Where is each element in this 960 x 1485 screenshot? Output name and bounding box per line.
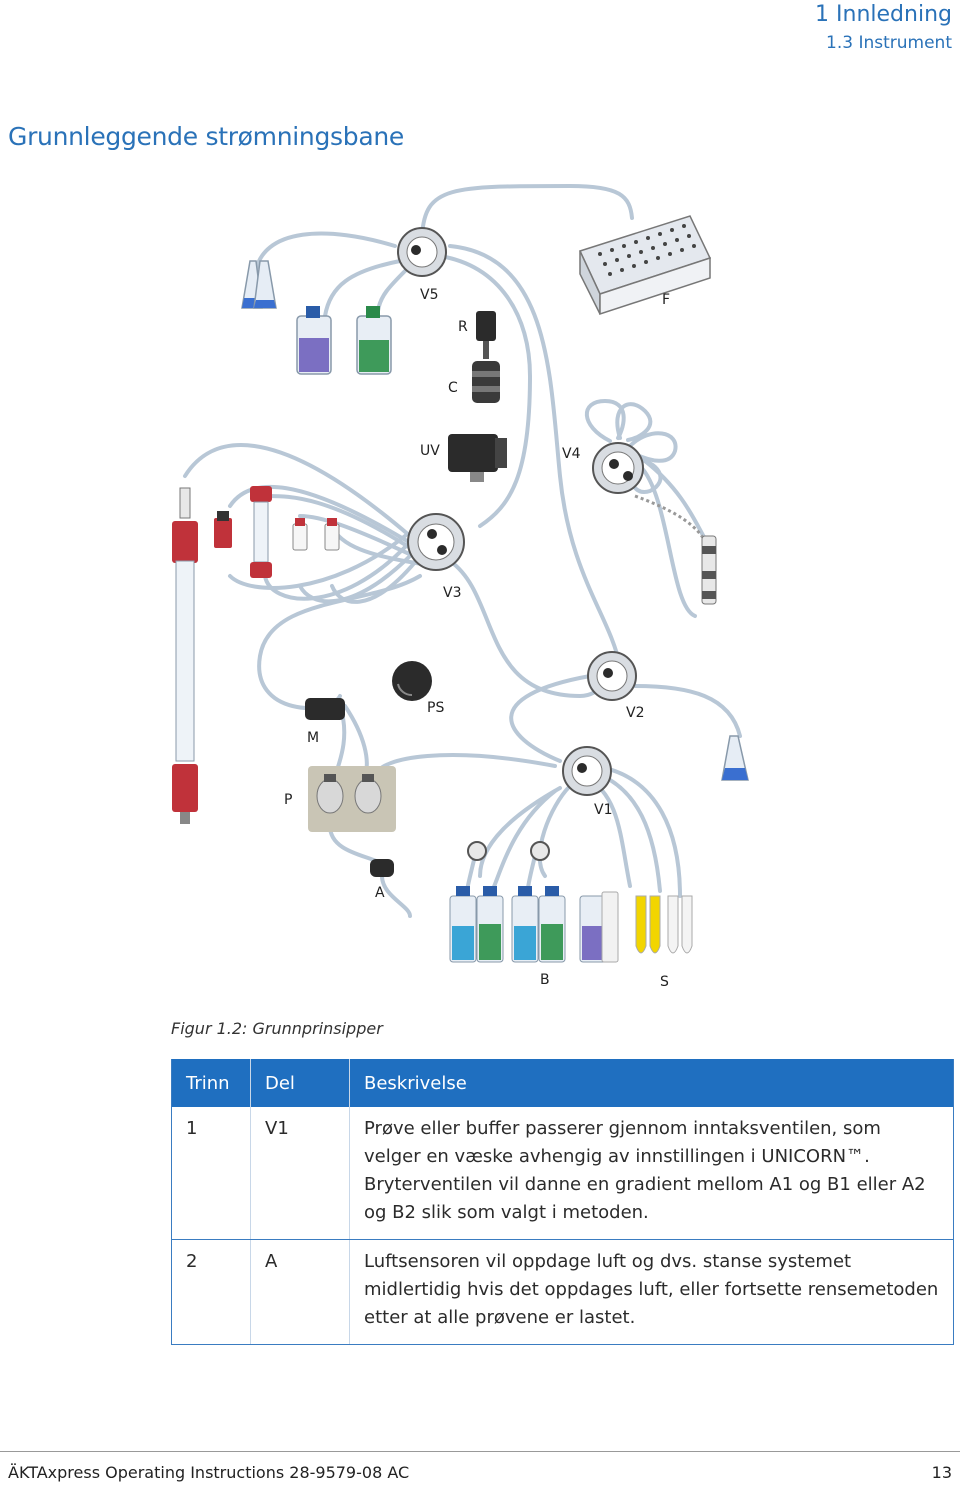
description-cell: Prøve eller buffer passerer gjennom inntaksventilen, som velger en væske avhengig av innstillingen i UNICORN™. Bryterventilen vil danne en gradient mellom A1 og B1 eller A2 og B2 slik som valgt i metoden. <box>350 1107 954 1240</box>
uv-monitor <box>448 434 507 482</box>
label-v1: V1 <box>594 802 613 818</box>
valve-v3 <box>408 514 464 570</box>
column-header-part: Del <box>251 1059 350 1107</box>
valve-v4 <box>593 443 643 493</box>
label-v2: V2 <box>626 705 645 721</box>
steps-table <box>171 1059 954 1345</box>
section-title: Grunnleggende strømningsbane <box>8 122 404 151</box>
label-c: C <box>448 380 458 396</box>
flask-right <box>722 736 748 780</box>
valve-v2 <box>588 652 636 700</box>
label-v3: V3 <box>443 585 462 601</box>
label-m: M <box>307 730 320 746</box>
valve-v1 <box>563 747 611 795</box>
column-header-step: Trinn <box>172 1059 251 1107</box>
footer-divider <box>0 1451 960 1452</box>
label-v5: V5 <box>420 287 439 303</box>
label-r: R <box>458 319 468 335</box>
sample-containers <box>580 892 692 962</box>
part-cell: V1 <box>251 1107 350 1240</box>
page-number: 13 <box>931 1463 952 1482</box>
step-cell: 2 <box>172 1240 251 1345</box>
flasks-top-left <box>242 261 391 374</box>
footer-document-title: ÄKTAxpress Operating Instructions 28-9579-08 AC <box>8 1463 410 1482</box>
restrictor-and-column <box>472 311 500 403</box>
pressure-sensor <box>392 661 432 701</box>
section-heading: 1.3 Instrument <box>826 33 952 53</box>
table-row <box>172 1240 954 1345</box>
flow-path-diagram <box>150 176 950 1006</box>
label-a: A <box>375 885 385 901</box>
label-v4: V4 <box>562 446 581 462</box>
air-sensor <box>370 859 394 877</box>
label-b: B <box>540 972 550 988</box>
label-s: S <box>660 974 669 990</box>
column-header-description: Beskrivelse <box>350 1059 954 1107</box>
description-cell: Luftsensoren vil oppdage luft og dvs. stanse systemet midlertidig hvis det oppdages luft, eller fortsette rensemetoden etter at alle prøvene er lastet. <box>350 1240 954 1345</box>
valve-v5 <box>398 228 446 276</box>
buffer-bottles <box>450 886 565 962</box>
figure-caption: Figur 1.2: Grunnprinsipper <box>171 1019 383 1038</box>
label-f: F <box>662 292 671 308</box>
external-column <box>635 496 716 604</box>
label-ps: PS <box>427 700 445 716</box>
fraction-collector <box>580 216 710 314</box>
label-p: P <box>284 792 293 808</box>
mixer <box>305 698 345 720</box>
pump <box>308 766 396 832</box>
step-cell: 1 <box>172 1107 251 1240</box>
part-cell: A <box>251 1240 350 1345</box>
chapter-heading: 1 Innledning <box>815 2 952 27</box>
label-uv: UV <box>420 443 440 459</box>
table-header-row <box>172 1059 954 1107</box>
table-row <box>172 1107 954 1240</box>
